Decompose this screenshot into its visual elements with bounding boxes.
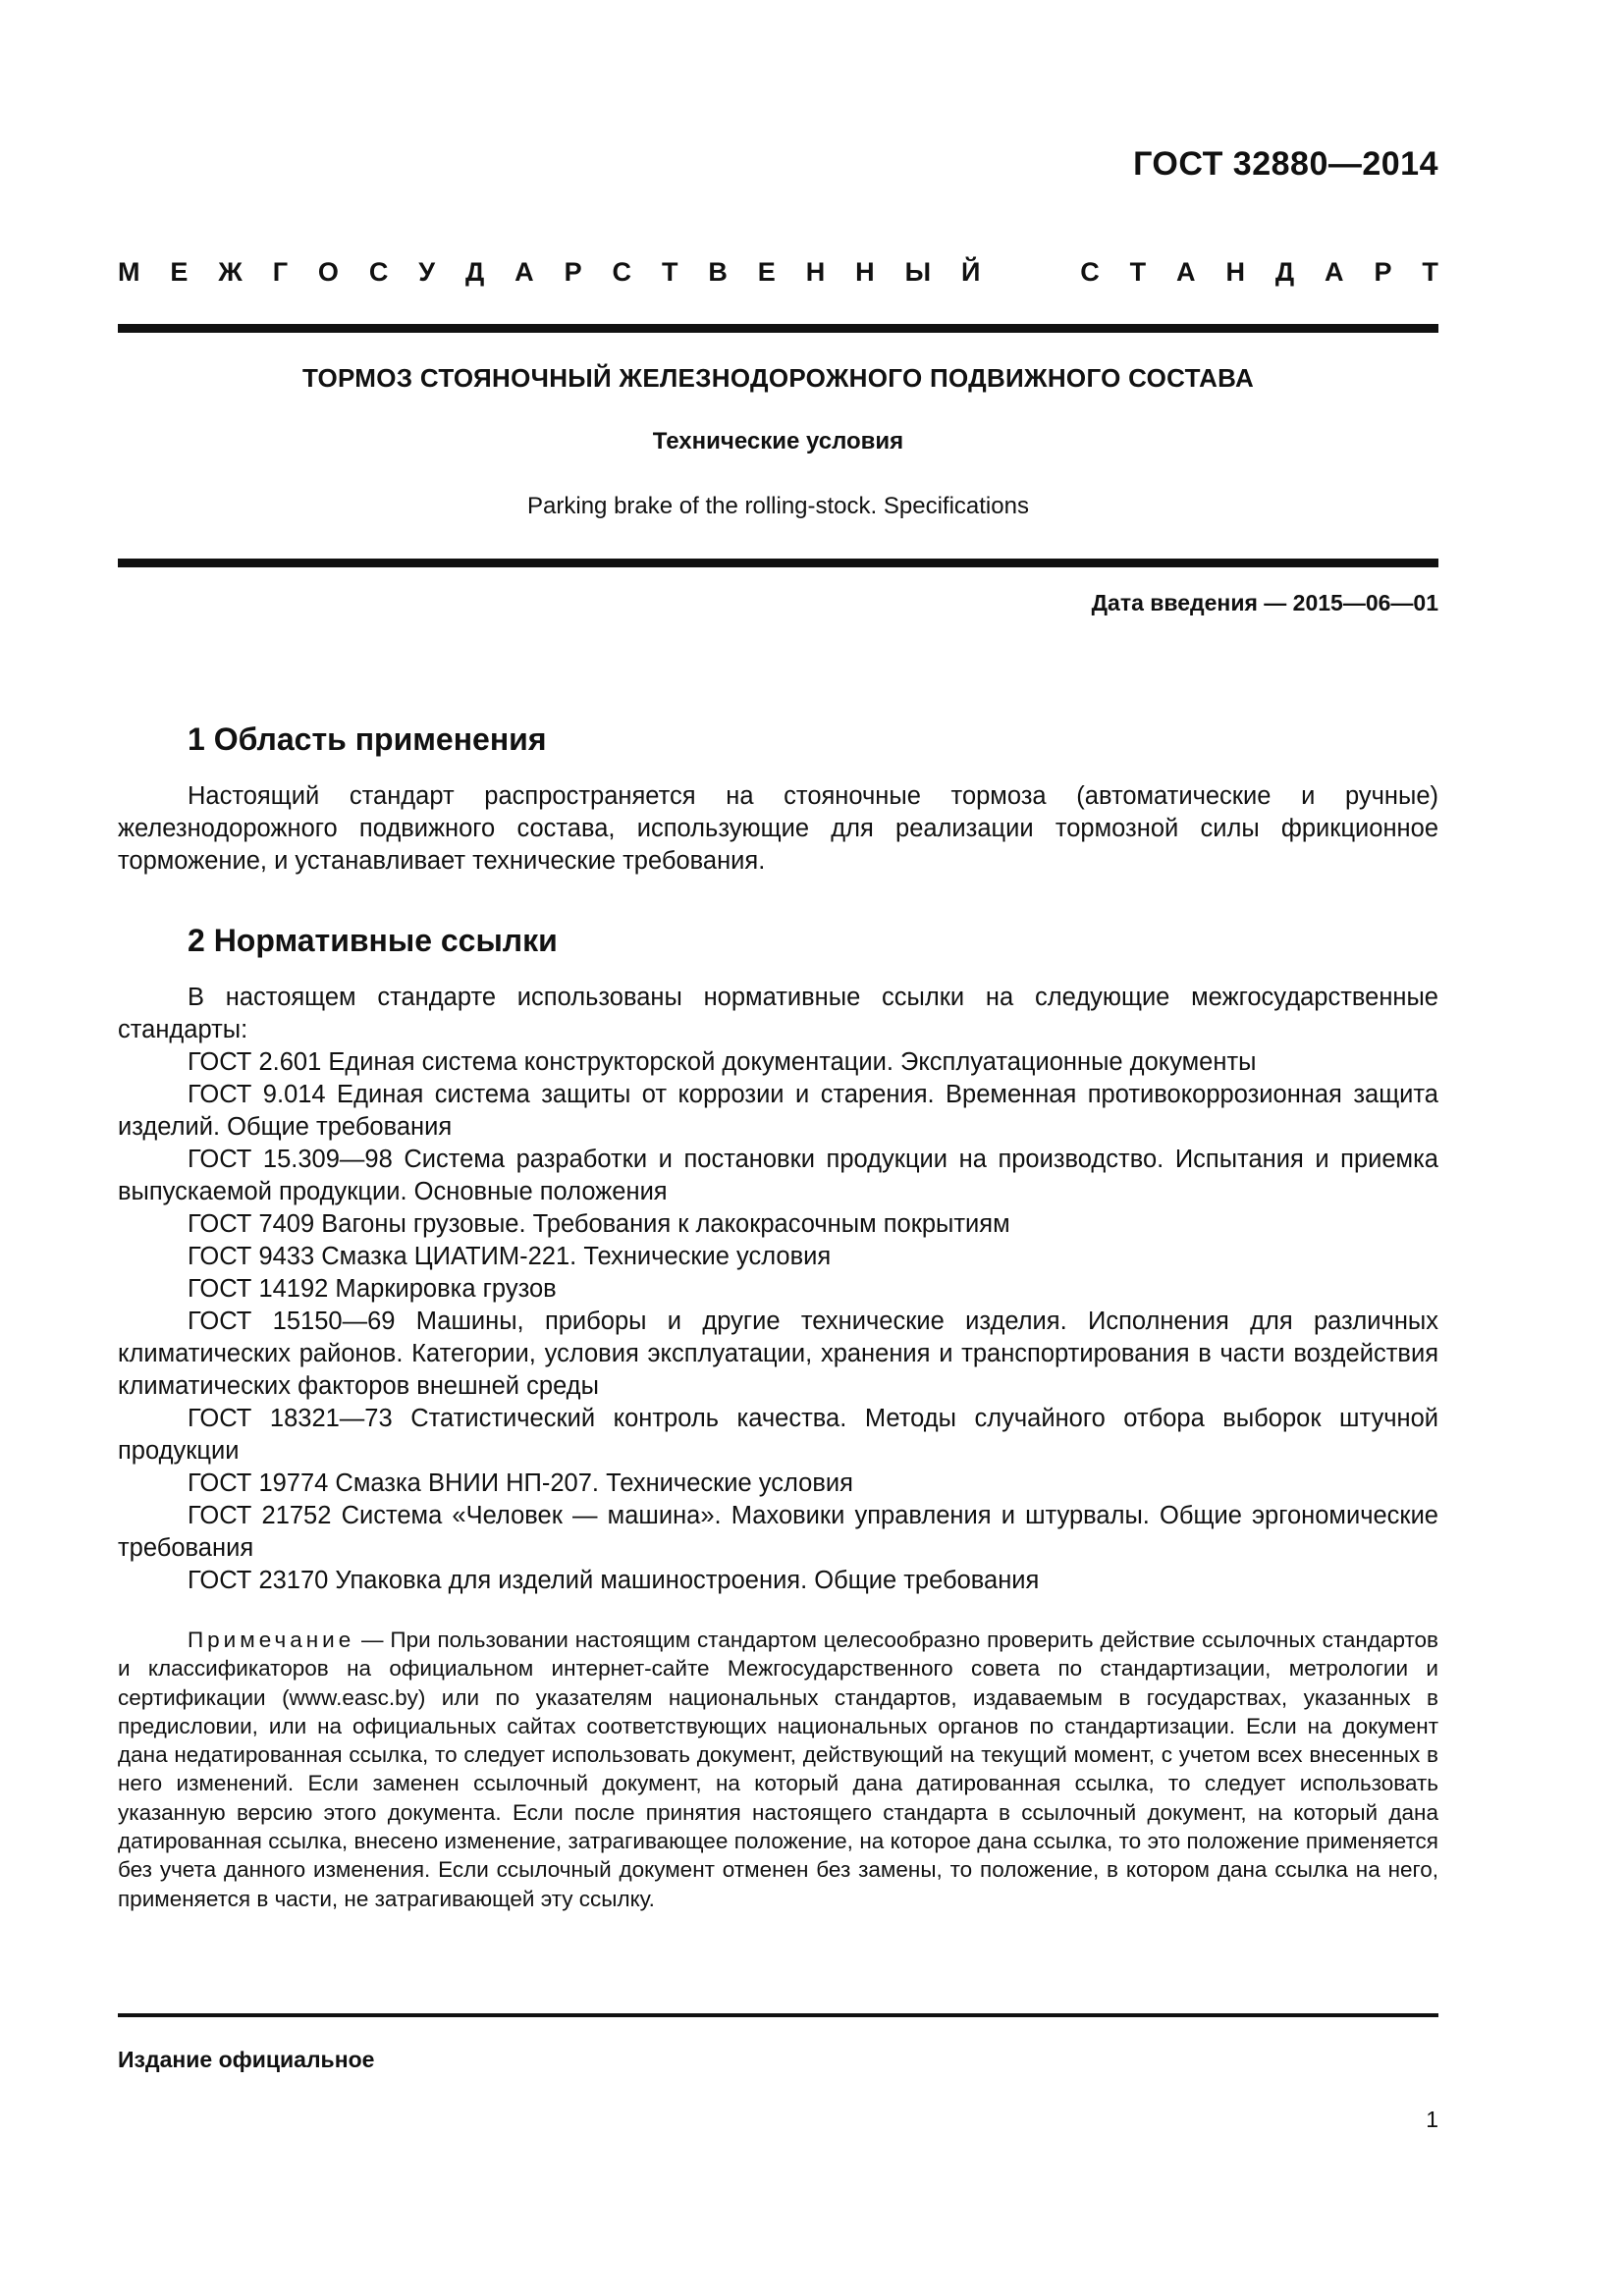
letter: Н	[805, 257, 826, 287]
reference-item: ГОСТ 23170 Упаковка для изделий машиностроения. Общие требования	[188, 1567, 1040, 1594]
letter: С	[368, 257, 389, 287]
document-number: ГОСТ 32880—2014	[1133, 145, 1438, 183]
document-title: ТОРМОЗ СТОЯНОЧНЫЙ ЖЕЛЕЗНОДОРОЖНОГО ПОДВИЖНОГО СОСТАВА	[301, 363, 1255, 393]
section-2-heading: 2 Нормативные ссылки	[188, 923, 558, 958]
letter: Д	[1274, 257, 1295, 287]
note-dash: —	[354, 1628, 391, 1652]
letter: Е	[757, 257, 776, 287]
page-number: 1	[1426, 2107, 1438, 2132]
title-divider	[118, 559, 1438, 567]
footer-divider	[118, 2013, 1438, 2017]
letter: У	[418, 257, 436, 287]
paragraph: Настоящий стандарт распространяется на стояночные тормоза (автоматические и ручные) железнодорожного подвижного состава, использующие для реализации тормозной силы фрикционное торможение, и устанавливает технические требования.	[118, 782, 1438, 875]
reference-item: ГОСТ 9.014 Единая система защиты от коррозии и старения. Временная противокоррозионная защита изделий. Общие требования	[118, 1081, 1438, 1141]
letter: А	[514, 257, 534, 287]
note-label: Примечание	[188, 1628, 355, 1652]
letter: Н	[1225, 257, 1245, 287]
note-paragraph	[118, 1626, 1438, 1913]
reference-item: ГОСТ 18321—73 Статистический контроль качества. Методы случайного отбора выборок штучной продукции	[118, 1405, 1438, 1465]
section-2-body	[118, 982, 1438, 1597]
section-1-body	[118, 780, 1438, 878]
letter: Н	[855, 257, 875, 287]
letter: С	[1080, 257, 1100, 287]
reference-item: ГОСТ 9433 Смазка ЦИАТИМ-221. Технические условия	[188, 1243, 832, 1270]
letter: Ы	[904, 257, 932, 287]
letter: Т	[1422, 257, 1438, 287]
reference-item: ГОСТ 2.601 Единая система конструкторской документации. Эксплуатационные документы	[188, 1048, 1257, 1076]
top-divider	[118, 324, 1438, 333]
section-1-heading: 1 Область применения	[188, 721, 547, 757]
note-block	[118, 1626, 1438, 1913]
letter: Г	[272, 257, 288, 287]
reference-item: ГОСТ 21752 Система «Человек — машина». Маховики управления и штурвалы. Общие эргономические требования	[118, 1502, 1438, 1562]
paragraph: В настоящем стандарте использованы нормативные ссылки на следующие межгосударственные стандарты:	[118, 984, 1438, 1043]
reference-item: ГОСТ 19774 Смазка ВНИИ НП-207. Технические условия	[188, 1469, 853, 1497]
english-title: Parking brake of the rolling-stock. Specifications	[527, 493, 1029, 519]
note-text: При пользовании настоящим стандартом целесообразно проверить действие ссылочных стандартов и классификаторов на официальном интернет-сайте Межгосударственного совета по стандартизации, метрологии и сертификации (www.easc.by) или по указателям национальных стандартов, издаваемым в государствах, указанных в предисловии, или на официальных сайтах соответствующих национальных органов по стандартизации. Если на документ дана недатированная ссылка, то следует использовать документ, действующий на текущий момент, с учетом всех внесенных в него изменений. Если заменен ссылочный документ, на который дана датированная ссылка, то следует использовать указанную версию этого документа. Если после принятия настоящего стандарта в ссылочный документ, на который дана датированная ссылка, внесено изменение, затрагивающее положение, на которое дана ссылка, то это положение применяется без учета данного изменения. Если ссылочный документ отменен без замены, то положение, в котором дана ссылка на него, применяется в части, не затрагивающей эту ссылку.	[118, 1628, 1438, 1911]
letter: Р	[564, 257, 582, 287]
letter: Й	[960, 257, 981, 287]
reference-item: ГОСТ 15150—69 Машины, приборы и другие технические изделия. Исполнения для различных климатических районов. Категории, условия эксплуатации, хранения и транспортирования в части воздействия климатических факторов внешней среды	[118, 1308, 1438, 1400]
letter: А	[1176, 257, 1196, 287]
standard-type-heading	[118, 257, 1438, 288]
letter: А	[1325, 257, 1344, 287]
letter: С	[612, 257, 632, 287]
word-gap	[1010, 257, 1050, 288]
introduction-date: Дата введения — 2015—06—01	[1091, 590, 1438, 615]
letter: Т	[661, 257, 678, 287]
official-edition-label: Издание официальное	[118, 2047, 375, 2072]
reference-item: ГОСТ 7409 Вагоны грузовые. Требования к лакокрасочным покрытиям	[188, 1210, 1010, 1238]
letter: В	[708, 257, 728, 287]
reference-item: ГОСТ 15.309—98 Система разработки и постановки продукции на производство. Испытания и приемка выпускаемой продукции. Основные положения	[118, 1146, 1438, 1205]
letter: О	[317, 257, 339, 287]
letter: Е	[170, 257, 189, 287]
letter: Д	[465, 257, 485, 287]
letter: Р	[1374, 257, 1392, 287]
letter: Т	[1129, 257, 1147, 287]
letter: Ж	[218, 257, 243, 287]
reference-item: ГОСТ 14192 Маркировка грузов	[188, 1275, 557, 1303]
document-subtitle: Технические условия	[652, 428, 904, 454]
letter: М	[118, 257, 140, 287]
